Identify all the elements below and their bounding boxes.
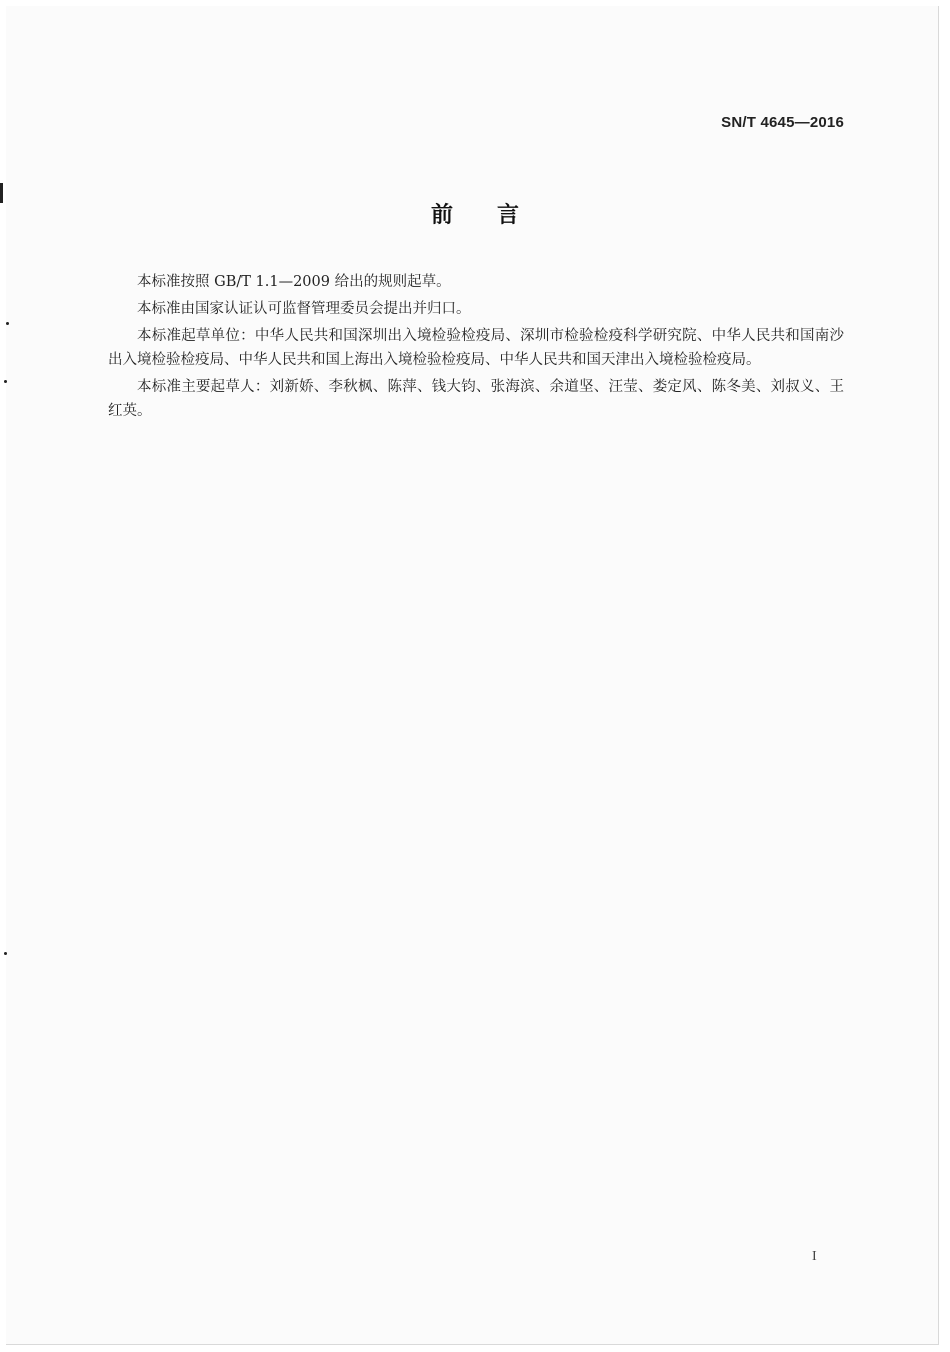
paragraph-drafters: 本标准主要起草人：刘新娇、李秋枫、陈萍、钱大钧、张海滨、余道坚、汪莹、娄定风、陈冬美、刘叔义、王红英。: [108, 379, 844, 419]
paragraph-proposer: 本标准由国家认证认可监督管理委员会提出并归口。: [137, 301, 471, 317]
preface-body: [108, 270, 844, 426]
standard-code: SN/T 4645—2016: [721, 114, 844, 131]
scan-dot-mark: [6, 322, 9, 325]
page-number: I: [812, 1249, 817, 1264]
scan-dot-mark: [4, 380, 7, 383]
scan-dot-mark: [4, 952, 7, 955]
paragraph-drafting-units: 本标准起草单位：中华人民共和国深圳出入境检验检疫局、深圳市检验检疫科学研究院、中华人民共和国南沙出入境检验检疫局、中华人民共和国上海出入境检验检疫局、中华人民共和国天津出入境检验检疫局。: [108, 328, 844, 368]
page-title: 前言: [430, 203, 563, 228]
paragraph-drafting-rules: 本标准按照 GB/T 1.1—2009 给出的规则起草。: [137, 274, 451, 290]
